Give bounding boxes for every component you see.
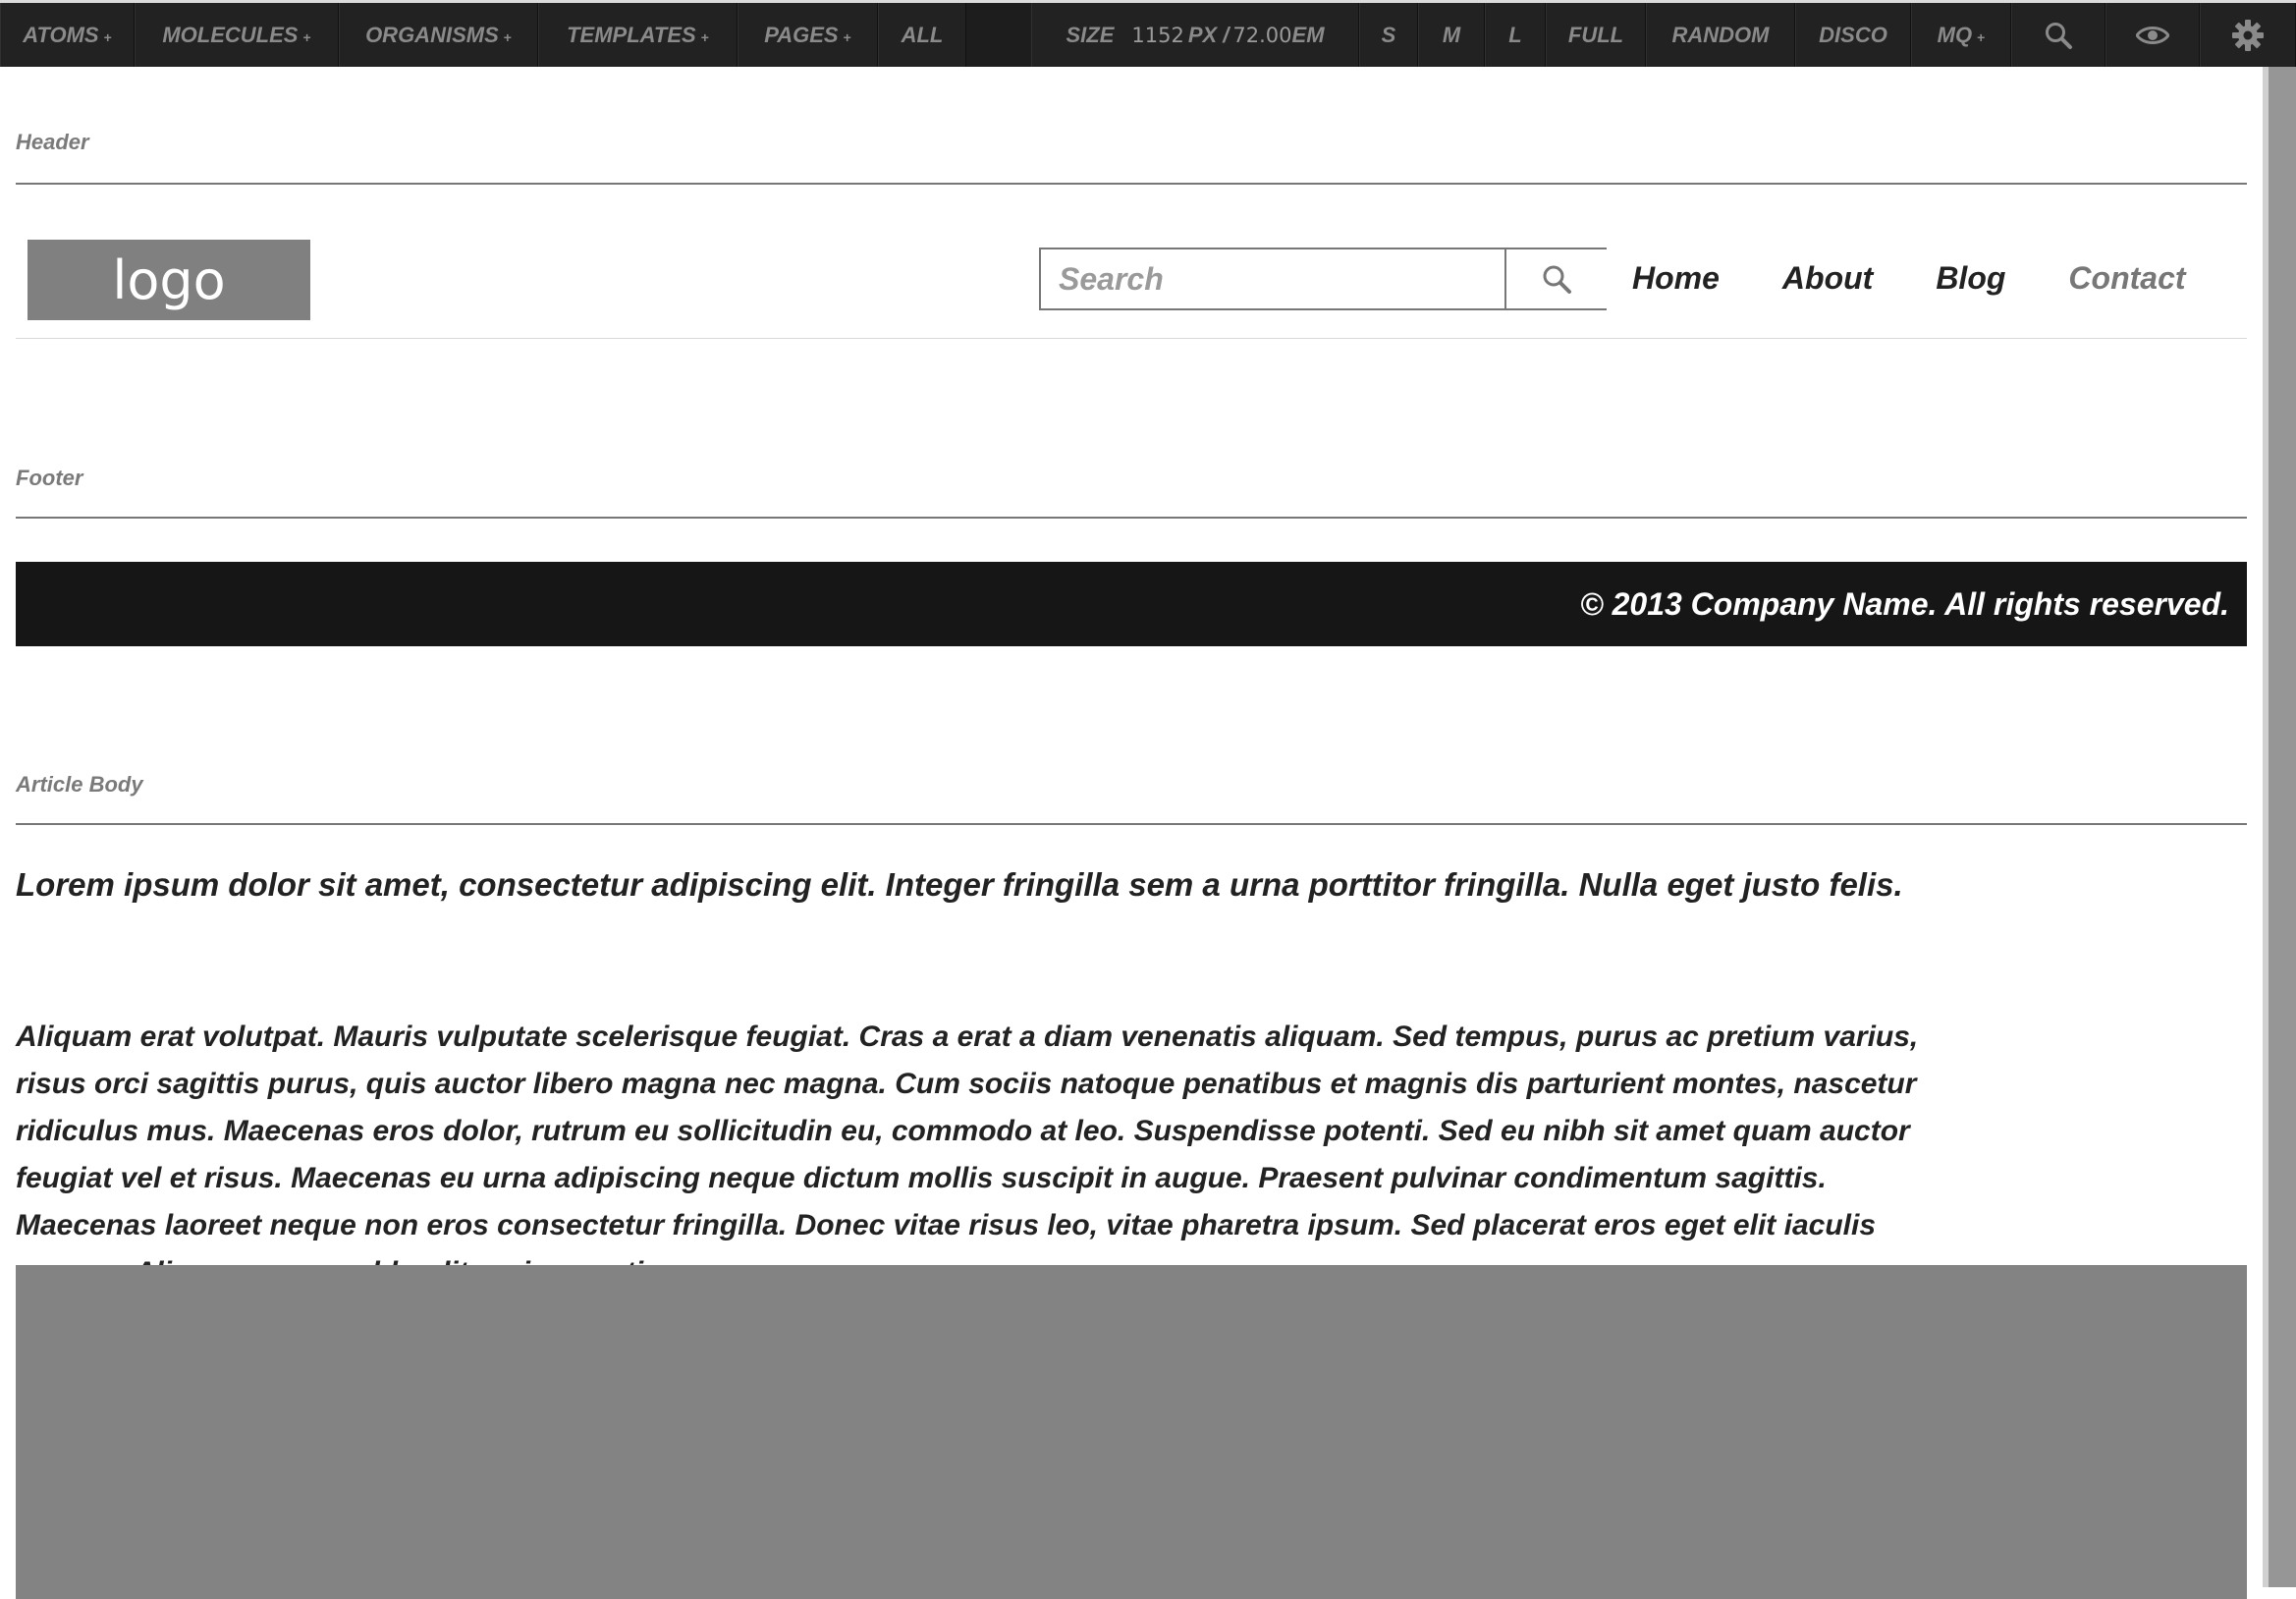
nav-organisms-label: ORGANISMS bbox=[365, 22, 499, 47]
size-label: SIZE bbox=[1066, 22, 1115, 47]
site-footer bbox=[16, 562, 2247, 646]
nav-all-label: ALL bbox=[901, 22, 944, 47]
article-image-placeholder bbox=[16, 1265, 2247, 1599]
nav-molecules[interactable] bbox=[135, 3, 339, 67]
search-input[interactable] bbox=[1039, 248, 1506, 310]
size-px-unit: PX / bbox=[1187, 22, 1230, 47]
nav-link-home[interactable]: Home bbox=[1632, 259, 1720, 296]
size-full-button[interactable] bbox=[1546, 3, 1646, 67]
size-large-button[interactable] bbox=[1485, 3, 1546, 67]
section-label-footer: Footer bbox=[16, 466, 83, 490]
plus-icon: + bbox=[1977, 28, 1986, 45]
article-line: Maecenas laoreet neque non eros consectetur fringilla. Donec vitae risus leo, vitae pharetra ipsum. Sed placerat eros eget elit iaculis bbox=[16, 1209, 1876, 1241]
size-large-label: L bbox=[1508, 22, 1522, 47]
size-random-label: RANDOM bbox=[1671, 22, 1770, 47]
toolbar-search-button[interactable] bbox=[2011, 3, 2105, 67]
search-button[interactable] bbox=[1506, 248, 1607, 310]
section-divider bbox=[16, 823, 2247, 825]
nav-all[interactable] bbox=[878, 3, 966, 67]
section-label-article-body: Article Body bbox=[16, 772, 143, 797]
plus-icon: + bbox=[503, 28, 512, 45]
viewport-resize-handle[interactable] bbox=[2263, 67, 2296, 1587]
article-lead: Lorem ipsum dolor sit amet, consectetur adipiscing elit. Integer fringilla sem a urna porttitor fringilla. Nulla eget justo felis. bbox=[16, 866, 1903, 903]
nav-templates[interactable] bbox=[538, 3, 738, 67]
gear-icon bbox=[2231, 19, 2265, 52]
size-disco-label: DISCO bbox=[1819, 22, 1887, 47]
copyright-text: © 2013 Company Name. All rights reserved. bbox=[1580, 585, 2229, 622]
primary-nav bbox=[1632, 244, 2186, 312]
logo[interactable]: logo bbox=[27, 240, 310, 320]
nav-atoms-label: ATOMS bbox=[23, 22, 99, 47]
nav-link-blog[interactable]: Blog bbox=[1936, 259, 2006, 296]
size-full-label: FULL bbox=[1567, 22, 1624, 47]
viewport-resize-gutter bbox=[2263, 67, 2296, 1587]
article-paragraph bbox=[16, 1014, 2237, 1296]
plus-icon: + bbox=[843, 28, 851, 45]
nav-link-about[interactable]: About bbox=[1781, 259, 1874, 296]
section-divider bbox=[16, 517, 2247, 519]
section-label-header: Header bbox=[16, 130, 89, 154]
article-line: risus orci sagittis purus, quis auctor libero magna nec magna. Cum sociis natoque penatibus et magnis dis parturient montes, nascetur bbox=[16, 1068, 1917, 1100]
section-divider bbox=[16, 183, 2247, 185]
size-em-unit: EM bbox=[1291, 22, 1325, 47]
nav-link-contact[interactable]: Contact bbox=[2068, 259, 2186, 296]
size-px-input[interactable]: 1152 bbox=[1131, 23, 1184, 47]
size-em-input[interactable]: 72.00 bbox=[1232, 23, 1292, 47]
article-line: ridiculus mus. Maecenas eros dolor, rutrum eu sollicitudin eu, commodo at leo. Suspendisse potenti. Sed eu nibh sit amet quam auctor bbox=[16, 1115, 1910, 1147]
nav-atoms[interactable] bbox=[0, 3, 135, 67]
article-line: feugiat vel et risus. Maecenas eu urna adipiscing neque dictum mollis suscipit in augue. Praesent pulvinar condimentum sagittis. bbox=[16, 1162, 1827, 1194]
nav-pages[interactable] bbox=[738, 3, 878, 67]
toolbar-spacer bbox=[966, 3, 1031, 67]
toolbar-settings-button[interactable] bbox=[2200, 3, 2296, 67]
nav-organisms[interactable] bbox=[339, 3, 538, 67]
toolbar-view-button[interactable] bbox=[2105, 3, 2200, 67]
media-query-menu[interactable] bbox=[1911, 3, 2011, 67]
nav-molecules-label: MOLECULES bbox=[162, 22, 299, 47]
size-medium-button[interactable] bbox=[1418, 3, 1485, 67]
size-small-button[interactable] bbox=[1359, 3, 1418, 67]
plus-icon: + bbox=[302, 28, 311, 45]
header-divider bbox=[16, 338, 2247, 339]
viewport-size-display bbox=[1031, 3, 1359, 67]
search-icon bbox=[1541, 263, 1572, 295]
media-query-label: MQ bbox=[1937, 22, 1973, 47]
size-medium-label: M bbox=[1442, 22, 1461, 47]
article-line: Aliquam erat volutpat. Mauris vulputate scelerisque feugiat. Cras a erat a diam venenatis aliquam. Sed tempus, purus ac pretium varius, bbox=[16, 1020, 1919, 1053]
plus-icon: + bbox=[103, 28, 112, 45]
eye-icon bbox=[2136, 25, 2169, 46]
nav-pages-label: PAGES bbox=[764, 22, 839, 47]
size-random-button[interactable] bbox=[1646, 3, 1795, 67]
size-small-label: S bbox=[1381, 22, 1396, 47]
nav-templates-label: TEMPLATES bbox=[567, 22, 696, 47]
pattern-lab-toolbar bbox=[0, 0, 2296, 67]
search-form bbox=[1039, 248, 1607, 310]
plus-icon: + bbox=[700, 28, 709, 45]
search-icon bbox=[2044, 21, 2073, 50]
size-disco-button[interactable] bbox=[1795, 3, 1911, 67]
